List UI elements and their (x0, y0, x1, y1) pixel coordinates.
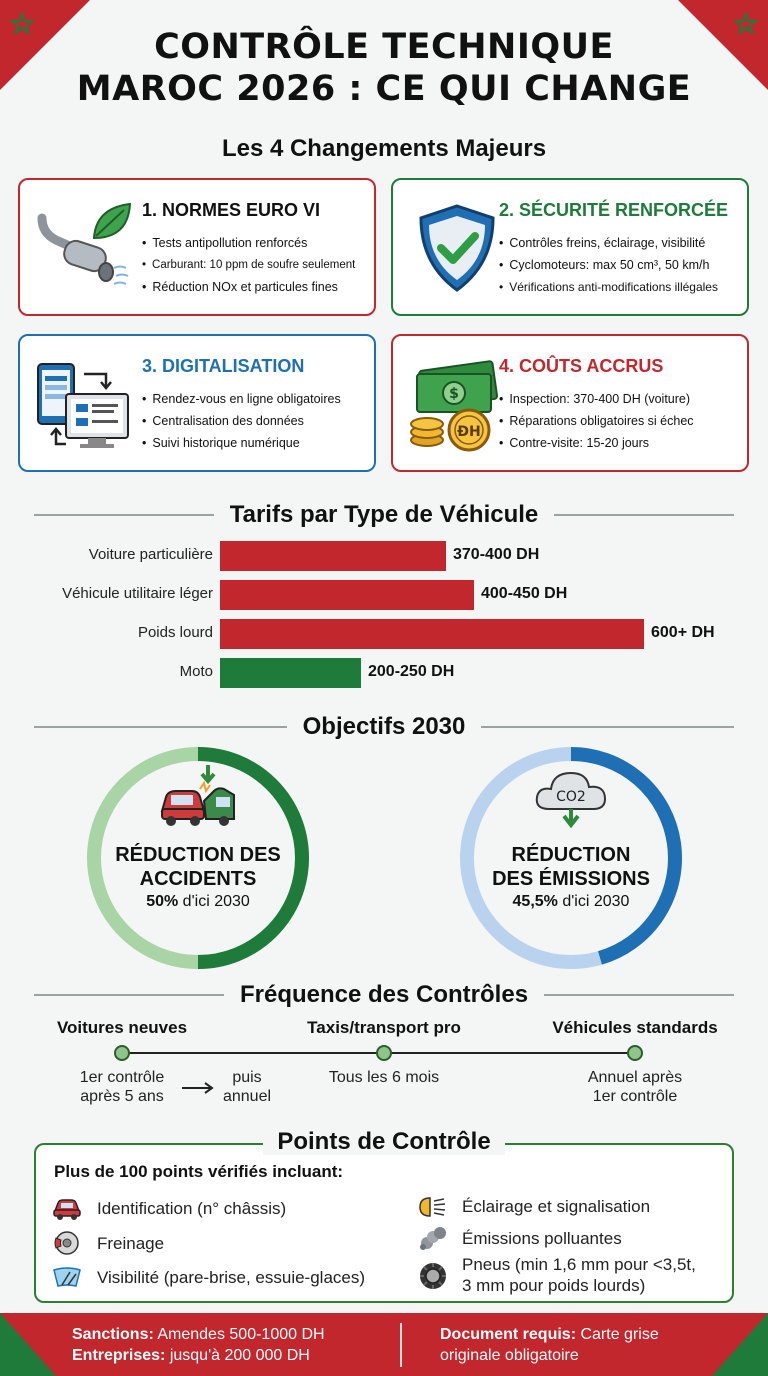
card-digitalisation (18, 334, 376, 472)
footer-divider (400, 1323, 402, 1367)
footer-label: Sanctions: (72, 1326, 154, 1343)
frequence-heading (34, 980, 734, 1010)
card-list (499, 232, 718, 298)
objectifs-heading (34, 712, 734, 742)
card-title: 4. COÛTS ACCRUS (499, 356, 664, 376)
car-icon (52, 1195, 82, 1221)
point-item: Émissions polluantes (462, 1229, 622, 1248)
bar-value: 400-450 DH (481, 585, 568, 602)
bar (220, 619, 644, 649)
page-title-line-2: MAROC 2026 : CE QUI CHANGE (76, 69, 692, 109)
timeline-detail-line: Tous les 6 mois (328, 1069, 440, 1086)
timeline-detail (212, 1068, 282, 1106)
objective-title-line: RÉDUCTION (511, 844, 631, 866)
points-heading (0, 1128, 768, 1156)
svg-text:$: $ (449, 386, 459, 402)
brake-disc-icon (52, 1230, 82, 1256)
card-list (142, 388, 341, 454)
card-couts (391, 334, 749, 472)
objective-suffix: d'ici 2030 (557, 893, 630, 910)
timeline-detail-line: annuel (222, 1088, 272, 1105)
point-item: Identification (n° châssis) (97, 1199, 287, 1218)
list-item: • Centralisation des données (142, 410, 341, 432)
bar-row (0, 541, 768, 571)
card-euro-vi (18, 178, 376, 316)
list-item: • Tests antipollution renforcés (142, 232, 355, 254)
bar-label: Voiture particulière (88, 546, 213, 563)
footer-value: Amendes 500-1000 DH (153, 1326, 325, 1343)
timeline-detail-line: après 5 ans (80, 1088, 164, 1105)
card-securite (391, 178, 749, 316)
point-item (462, 1254, 696, 1296)
bar-value: 370-400 DH (453, 546, 540, 563)
bar-label: Véhicule utilitaire léger (62, 585, 213, 602)
bar-label: Poids lourd (137, 624, 213, 641)
point-item-line: Pneus (min 1,6 mm pour <3,5t, (462, 1255, 696, 1274)
changes-heading: Les 4 Changements Majeurs (221, 135, 547, 162)
list-item: • Carburant: 10 ppm de soufre seulement (142, 254, 355, 276)
list-item: • Contrôles freins, éclairage, visibilité (499, 232, 718, 254)
objective-subtitle (83, 893, 313, 911)
point-item: Éclairage et signalisation (462, 1197, 651, 1216)
footer-label: Entreprises: (72, 1347, 166, 1364)
list-item: • Contre-visite: 15-20 jours (499, 432, 694, 454)
bar-row (0, 658, 768, 688)
bar-value: 200-250 DH (368, 663, 455, 680)
windshield-icon (52, 1264, 82, 1290)
objective-subtitle (456, 893, 686, 911)
card-list (499, 388, 694, 454)
bar (220, 658, 361, 688)
devices-sync-icon (34, 354, 134, 454)
bar-value: 600+ DH (651, 624, 715, 641)
money-coins-icon (407, 354, 507, 454)
bar-label: Moto (179, 663, 213, 680)
footer-banner (0, 1313, 768, 1376)
bar-row (0, 619, 768, 649)
timeline-dot (114, 1045, 130, 1061)
objective-percent: 45,5% (512, 893, 558, 910)
bar (220, 541, 446, 571)
objective-title (83, 843, 313, 891)
objective-title-line: DES ÉMISSIONS (492, 868, 650, 890)
timeline-dot (376, 1045, 392, 1061)
smoke-icon (418, 1225, 448, 1251)
card-title: 2. SÉCURITÉ RENFORCÉE (499, 200, 729, 220)
footer-label: Document requis: (440, 1326, 577, 1343)
page-title-line-1: CONTRÔLE TECHNIQUE (154, 27, 614, 67)
list-item: • Suivi historique numérique (142, 432, 341, 454)
car-crash-icon (158, 763, 238, 833)
objectifs-heading-text: Objectifs 2030 (302, 713, 466, 740)
tarifs-heading-text: Tarifs par Type de Véhicule (229, 501, 539, 528)
objective-suffix: d'ici 2030 (178, 893, 250, 910)
co2-label: CO2 (556, 789, 586, 805)
objective-emissions (456, 743, 686, 973)
tarifs-heading (34, 500, 734, 530)
list-item: • Réparations obligatoires si échec (499, 410, 694, 432)
green-corner-decoration (0, 1313, 60, 1376)
footer-sanctions (72, 1324, 325, 1366)
timeline-label: Véhicules standards (552, 1018, 718, 1037)
card-title: 3. DIGITALISATION (142, 356, 305, 376)
footer-document (440, 1324, 659, 1366)
timeline-dot (627, 1045, 643, 1061)
timeline-detail-line: 1er contrôle (592, 1088, 678, 1105)
objective-percent: 50% (146, 893, 179, 910)
card-list (142, 232, 355, 298)
page-title (0, 26, 768, 110)
footer-value: Carte grise (576, 1326, 659, 1343)
list-item: • Inspection: 370-400 DH (voiture) (499, 388, 694, 410)
list-item: • Réduction NOx et particules fines (142, 276, 355, 298)
headlight-icon (418, 1194, 448, 1220)
timeline-detail-line: puis (232, 1069, 262, 1086)
frequence-heading-text: Fréquence des Contrôles (239, 981, 529, 1008)
timeline-label: Voitures neuves (56, 1018, 188, 1037)
point-item: Freinage (97, 1234, 165, 1253)
points-heading-text: Points de Contrôle (263, 1128, 504, 1155)
bar-row (0, 580, 768, 610)
point-item-line: 3 mm pour poids lourds) (462, 1276, 646, 1295)
list-item: • Cyclomoteurs: max 50 cm³, 50 km/h (499, 254, 718, 276)
svg-text:ÐH: ÐH (457, 424, 481, 440)
point-item: Visibilité (pare-brise, essuie-glaces) (97, 1268, 366, 1287)
objective-title-line: ACCIDENTS (139, 868, 257, 890)
shield-check-icon (407, 198, 507, 298)
timeline-detail (560, 1068, 710, 1106)
list-item: • Vérifications anti-modifications illégales (499, 276, 718, 298)
timeline-label: Taxis/transport pro (307, 1018, 461, 1037)
points-subtitle: Plus de 100 points vérifiés incluant: (54, 1162, 344, 1181)
timeline-detail (300, 1068, 468, 1087)
objective-accidents (83, 743, 313, 973)
footer-value: jusqu'à 200 000 DH (165, 1347, 310, 1364)
card-title: 1. NORMES EURO VI (142, 200, 321, 220)
list-item: • Rendez-vous en ligne obligatoires (142, 388, 341, 410)
objective-title-line: RÉDUCTION DES (115, 844, 281, 866)
tire-icon (418, 1261, 448, 1291)
exhaust-leaf-icon (34, 198, 134, 298)
timeline-detail-line: 1er contrôle (79, 1069, 165, 1086)
footer-value: originale obligatoire (440, 1347, 579, 1364)
objective-title (456, 843, 686, 891)
green-corner-decoration (708, 1313, 768, 1376)
timeline-detail-line: Annuel après (587, 1069, 683, 1086)
co2-cloud-icon (531, 763, 611, 833)
arrow-right-icon (180, 1081, 216, 1095)
timeline-detail (54, 1068, 190, 1106)
bar (220, 580, 474, 610)
